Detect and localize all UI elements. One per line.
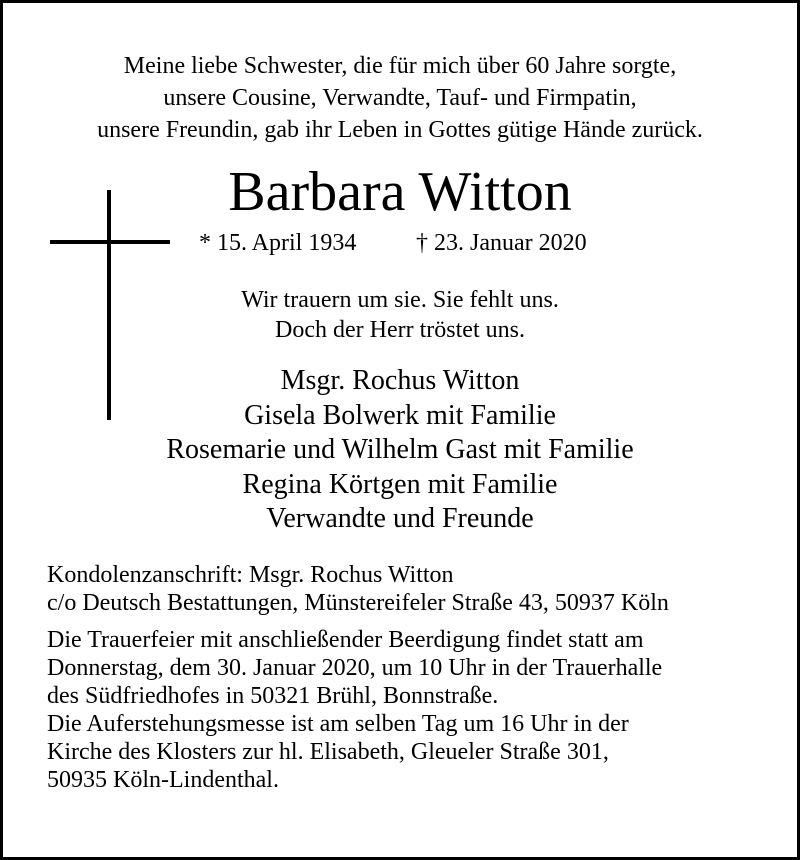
deceased-name: Barbara Witton (228, 161, 572, 223)
mourning-line: Wir trauern um sie. Sie fehlt uns. (241, 287, 559, 313)
intro-line: Meine liebe Schwester, die für mich über 60 Jahre sorgte, (123, 53, 677, 79)
cross-icon-bar (50, 240, 170, 244)
details-section (47, 561, 787, 794)
mourner-name: Regina Körtgen mit Familie (242, 468, 558, 500)
funeral-line: Die Trauerfeier mit anschließender Beerdigung findet statt am (47, 627, 644, 653)
funeral-line: Donnerstag, dem 30. Januar 2020, um 10 Uhr in der Trauerhalle (47, 655, 663, 681)
funeral-line: 50935 Köln-Lindenthal. (47, 767, 279, 793)
funeral-line: Die Auferstehungsmesse ist am selben Tag um 16 Uhr in der (47, 711, 629, 737)
mourner-name: Msgr. Rochus Witton (280, 365, 520, 396)
mourning-text (0, 285, 800, 345)
mourner-name: Verwandte und Freunde (266, 503, 534, 534)
intro-text (0, 50, 800, 146)
birth-date: * 15. April 1934 (199, 230, 357, 256)
mourners-list (0, 364, 800, 537)
condolence-line: c/o Deutsch Bestattungen, Münstereifeler Straße 43, 50937 Köln (47, 590, 669, 616)
mourner-name: Rosemarie und Wilhelm Gast mit Familie (166, 434, 634, 465)
intro-line: unsere Freundin, gab ihr Leben in Gottes gütige Hände zurück. (97, 117, 703, 143)
funeral-line: Kirche des Klosters zur hl. Elisabeth, Gleueler Straße 301, (47, 739, 609, 765)
death-date: † 23. Januar 2020 (416, 230, 587, 256)
spacer (47, 617, 787, 626)
mourner-name: Gisela Bolwerk mit Familie (244, 399, 556, 431)
condolence-line: Kondolenzanschrift: Msgr. Rochus Witton (47, 562, 454, 588)
mourning-line: Doch der Herr tröstet uns. (275, 317, 525, 343)
funeral-line: des Südfriedhofes in 50321 Brühl, Bonnstraße. (47, 683, 499, 709)
intro-line: unsere Cousine, Verwandte, Tauf- und Firmpatin, (163, 85, 637, 111)
